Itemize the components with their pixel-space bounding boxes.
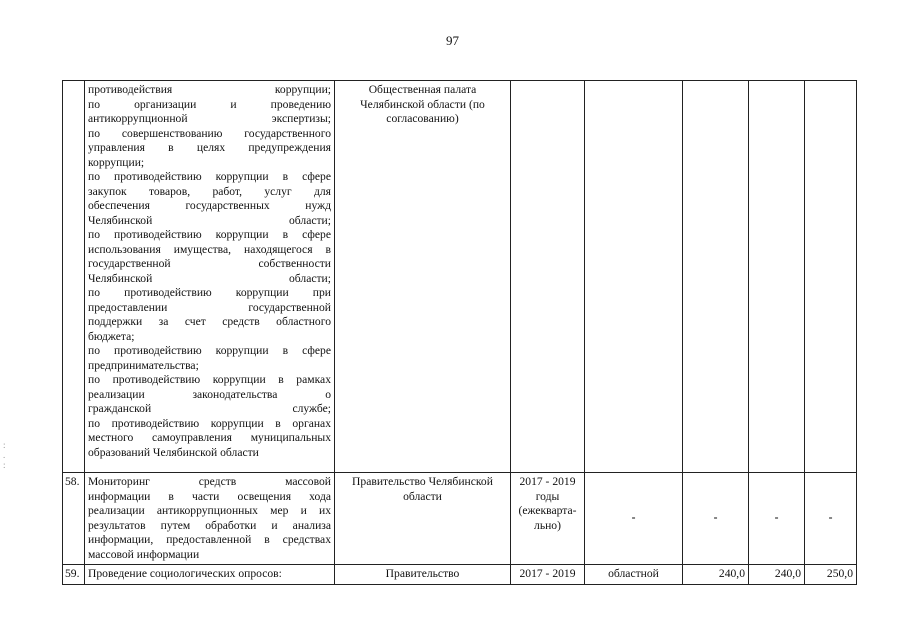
page-number: 97	[446, 33, 459, 48]
table-row	[63, 473, 857, 565]
description-line: использования имущества, находящегося в	[88, 242, 331, 256]
executor: Правительство	[335, 565, 511, 585]
description-line: бюджета;	[88, 329, 135, 343]
description-line: обеспечения государственных нужд	[88, 199, 331, 212]
description-line: по противодействию коррупции в сфере	[88, 170, 331, 183]
row-number	[63, 81, 85, 473]
description-line: местного самоуправления муниципальных	[88, 431, 331, 444]
funding-source: областной	[585, 565, 683, 585]
description-line: реализации законодательства о	[88, 387, 331, 401]
description-line: информации, предоставленной в средствах	[88, 533, 331, 546]
funding-source: -	[585, 473, 683, 565]
amount-year-2: 240,0	[749, 565, 805, 585]
description-line: по противодействию коррупции при	[88, 286, 331, 299]
description-line: поддержки за счет средств областного	[88, 315, 331, 328]
period	[511, 81, 585, 473]
description-line: антикоррупционной экспертизы;	[88, 112, 331, 125]
description-line: закупок товаров, работ, услуг для	[88, 184, 331, 198]
description-line: Мониторинг средств массовой	[88, 475, 331, 488]
description-line: результатов путем обработки и анализа	[88, 518, 331, 532]
amount-year-1: 240,0	[683, 565, 749, 585]
row-number: 58.	[63, 473, 85, 565]
measure-description	[85, 81, 335, 473]
description-line: противодействия коррупции;	[88, 83, 331, 96]
description-line: государственной собственности	[88, 257, 331, 270]
description-line: реализации антикоррупционных мер и их	[88, 504, 331, 517]
description-line: по противодействию коррупции в рамках	[88, 373, 331, 386]
description-line: по противодействию коррупции в органах	[88, 416, 331, 430]
description-line: по противодействию коррупции в сфере	[88, 344, 331, 357]
executor: Общественная палата Челябинской области (по согласованию)	[335, 81, 511, 473]
description-line: Челябинской области;	[88, 271, 331, 285]
table-row	[63, 81, 857, 473]
description-line: предоставлении государственной	[88, 300, 331, 314]
description-line: коррупции;	[88, 155, 145, 169]
measures-table	[62, 80, 857, 585]
description-line: по организации и проведению	[88, 97, 331, 111]
amount-year-2	[749, 81, 805, 473]
description-line: массовой информации	[88, 547, 200, 561]
table-row	[63, 565, 857, 585]
description-line: предпринимательства;	[88, 358, 199, 372]
description-line: Челябинской области;	[88, 213, 331, 227]
period: 2017 - 2019 годы (ежекварта-льно)	[511, 473, 585, 565]
measure-description	[85, 473, 335, 565]
period: 2017 - 2019	[511, 565, 585, 585]
description-line: Проведение социологических опросов:	[88, 567, 282, 580]
table-body	[63, 81, 857, 585]
row-number: 59.	[63, 565, 85, 585]
amount-year-2: -	[749, 473, 805, 565]
amount-year-3: -	[805, 473, 857, 565]
funding-source	[585, 81, 683, 473]
scan-artifact: : . :	[3, 440, 6, 470]
description-line: информации в части освещения хода	[88, 489, 331, 503]
description-line: по совершенствованию государственного	[88, 126, 331, 140]
description-line: гражданской службе;	[88, 402, 331, 415]
description-line: по противодействию коррупции в сфере	[88, 228, 331, 241]
amount-year-3	[805, 81, 857, 473]
description-line: управления в целях предупреждения	[88, 141, 331, 154]
amount-year-1	[683, 81, 749, 473]
amount-year-1: -	[683, 473, 749, 565]
description-line: образований Челябинской области	[88, 445, 259, 459]
executor: Правительство Челябинской области	[335, 473, 511, 565]
measure-description	[85, 565, 335, 585]
amount-year-3: 250,0	[805, 565, 857, 585]
